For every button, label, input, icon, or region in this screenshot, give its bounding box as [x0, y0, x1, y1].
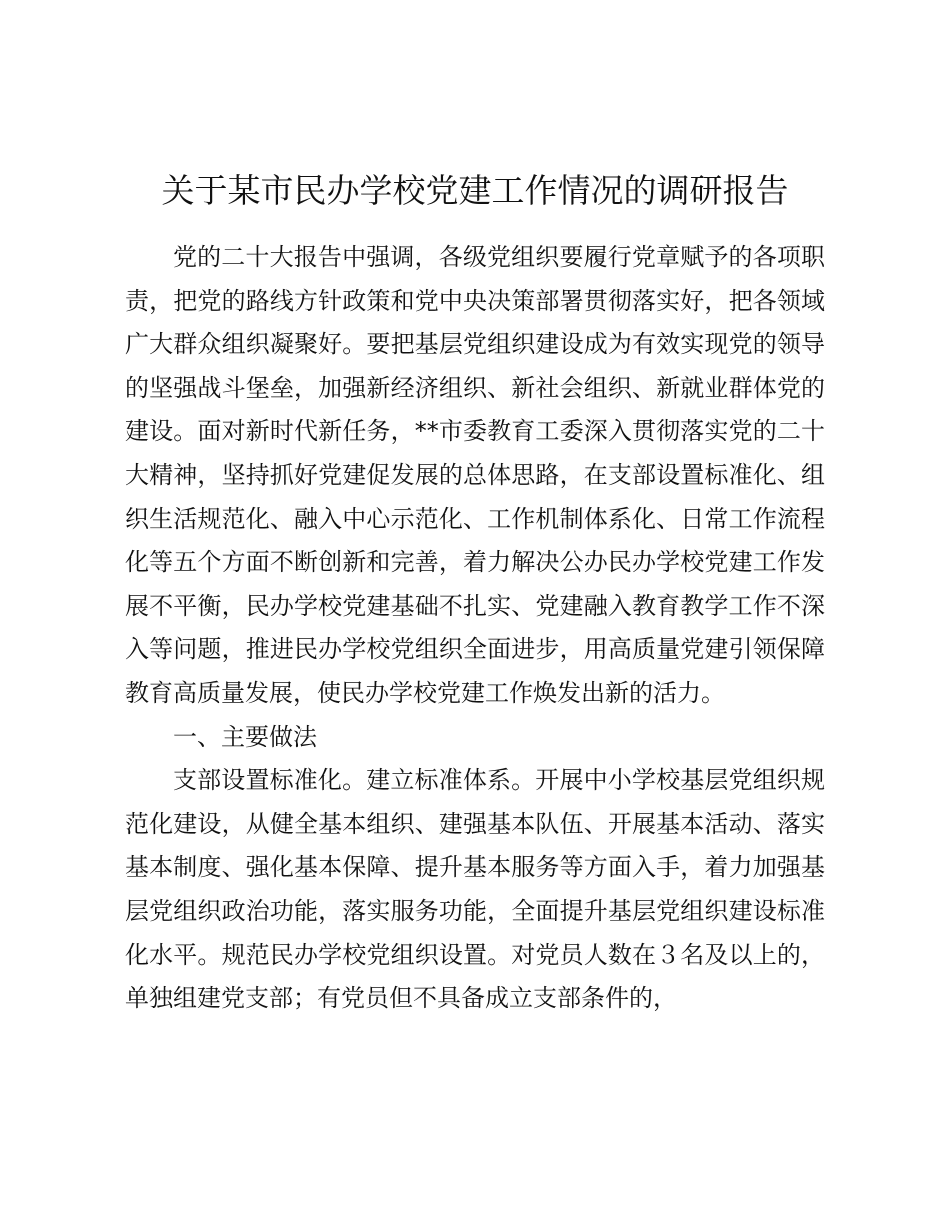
section-heading: 一、主要做法	[173, 722, 317, 751]
intro-paragraph: 党的二十大报告中强调，各级党组织要履行党章赋予的各项职责，把党的路线方针政策和党中央决策部署贯彻落实好，把各领域广大群众组织凝聚好。要把基层党组织建设成为有效实现党的领导的坚强战斗堡垒，加强新经济组织、新社会组织、新就业群体党的建设。面对新时代新任务，**市委教育工委深入贯彻落实党的二十大精神，坚持抓好党建促发展的总体思路，在支部设置标准化、组织生活规范化、融入中心示范化、工作机制体系化、日常工作流程化等五个方面不断创新和完善，着力解决公办民办学校党建工作发展不平衡，民办学校党建基础不扎实、党建融入教育教学工作不深入等问题，推进民办学校党组织全面进步，用高质量党建引领保障教育高质量发展，使民办学校党建工作焕发出新的活力。	[125, 243, 825, 707]
document-body	[125, 236, 825, 1021]
section-paragraph: 支部设置标准化。建立标准体系。开展中小学校基层党组织规范化建设，从健全基本组织、建强基本队伍、开展基本活动、落实基本制度、强化基本保障、提升基本服务等方面入手，着力加强基层党组织政治功能，落实服务功能，全面提升基层党组织建设标准化水平。规范民办学校党组织设置。对党员人数在３名及以上的，单独组建党支部；有党员但不具备成立支部条件的，	[125, 766, 825, 1013]
document-title: 关于某市民办学校党建工作情况的调研报告	[161, 171, 789, 210]
